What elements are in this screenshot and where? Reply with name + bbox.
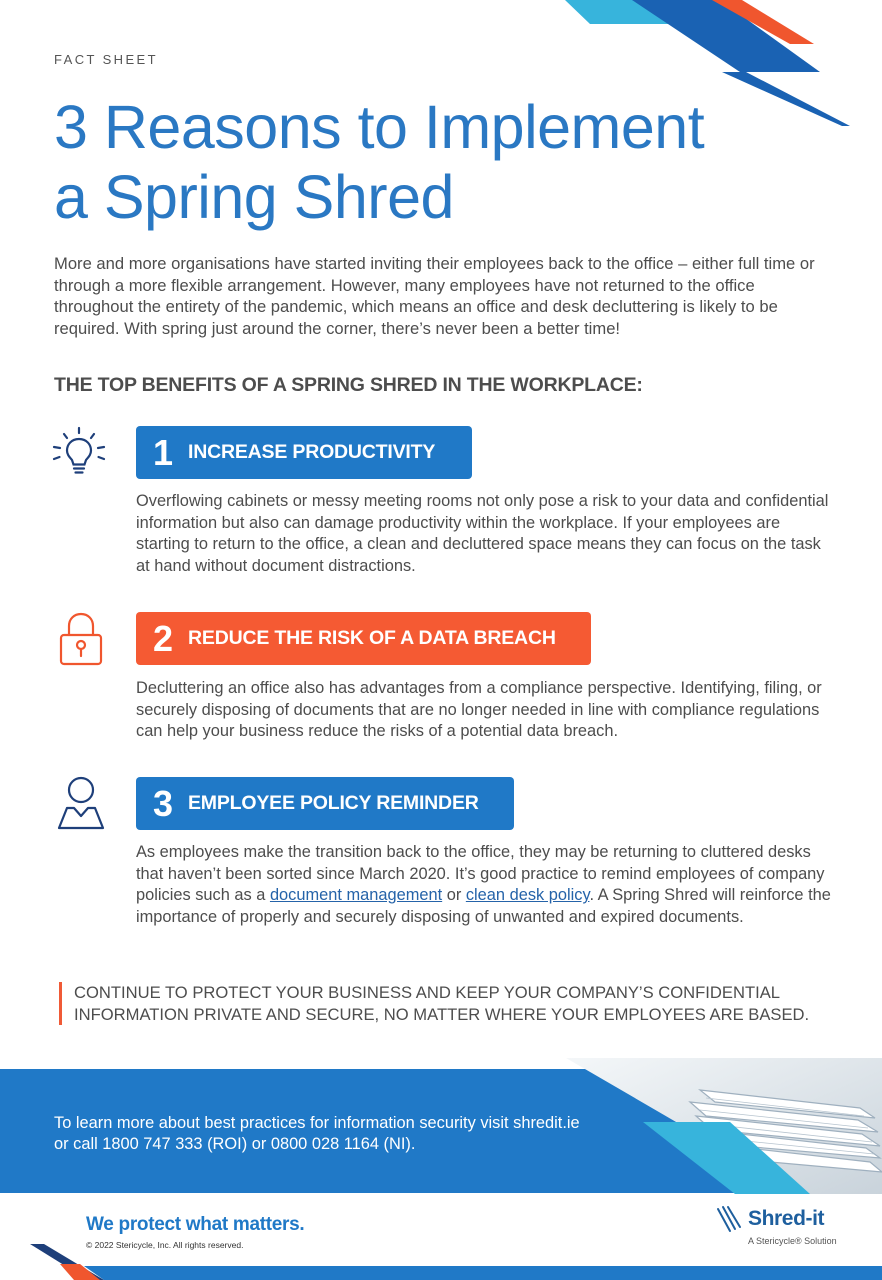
shred-it-logo-mark-icon [716,1205,744,1233]
person-icon [56,775,106,831]
logo-subtitle: A Stericycle® Solution [748,1236,837,1246]
benefit-1-number: 1 [152,431,174,473]
lightbulb-icon [50,426,108,480]
footer-contact-text: To learn more about best practices for information security visit shredit.ie or call 1800 747 333 (ROI) or 0800 028 1164 (NI). [54,1114,580,1153]
closing-callout: CONTINUE TO PROTECT YOUR BUSINESS AND KEEP YOUR COMPANY’S CONFIDENTIAL INFORMATION PRIVATE AND SECURE, NO MATTER WHERE YOUR EMPLOYEES ARE BASED. [59,982,849,1025]
benefit-1-body: Overflowing cabinets or messy meeting rooms not only pose a risk to your data and confidential information but also can damage productivity within the workplace. If your employees are starting to return to the office, a clean and decluttered space means they can focus on the task at hand without document distractions. [136,492,829,575]
benefit-2-banner [136,612,591,665]
benefit-1-banner [136,426,472,479]
benefit-3-body-part1: As employees make the transition back to the office, they may be returning to cluttered desks that haven’t been sorted since March 2020. It’s good practice to remind employees of company policies such as a [136,843,825,905]
document-management-link[interactable]: document management [269,886,443,905]
document-type-label: FACT SHEET [54,52,158,67]
footer-stripes-graphic [0,1244,882,1280]
copyright-notice: © 2022 Stericycle, Inc. All rights reserved. [86,1240,244,1250]
benefit-3-number: 3 [152,782,174,824]
benefit-3-body-part3: . A Spring Shred will reinforce the importance of properly and securely disposing of unwanted and expired documents. [136,886,831,926]
benefit-3-body-part2: or [442,886,466,905]
logo-wordmark: Shred-it [748,1207,825,1230]
page-title [54,92,754,232]
benefit-2-number: 2 [152,617,174,659]
intro-paragraph: More and more organisations have started inviting their employees back to the office – either full time or through a more flexible arrangement. However, many employees have not returned to the office throughout the entirety of the pandemic, which means an office and desk decluttering is likely to be required. With spring just around the corner, there’s never been a better time! [54,254,815,338]
benefit-1-title: INCREASE PRODUCTIVITY [188,441,436,463]
clean-desk-policy-link[interactable]: clean desk policy [465,886,590,905]
page-title-line2: a Spring Shred [54,163,454,231]
benefit-3-body [136,842,836,928]
padlock-icon [58,611,104,667]
benefit-3-title: EMPLOYEE POLICY REMINDER [188,792,479,814]
brand-tagline: We protect what matters. [86,1214,305,1235]
benefits-heading: THE TOP BENEFITS OF A SPRING SHRED IN THE WORKPLACE: [54,374,643,396]
page-title-line1: 3 Reasons to Implement [54,93,705,161]
benefit-2-title: REDUCE THE RISK OF A DATA BREACH [188,627,556,649]
benefit-2-body: Decluttering an office also has advantages from a compliance perspective. Identifying, filing, or securely disposing of documents that are no longer needed in line with compliance regulations can help your business reduce the risks of a potential data breach. [136,679,822,741]
benefit-3-banner [136,777,514,830]
